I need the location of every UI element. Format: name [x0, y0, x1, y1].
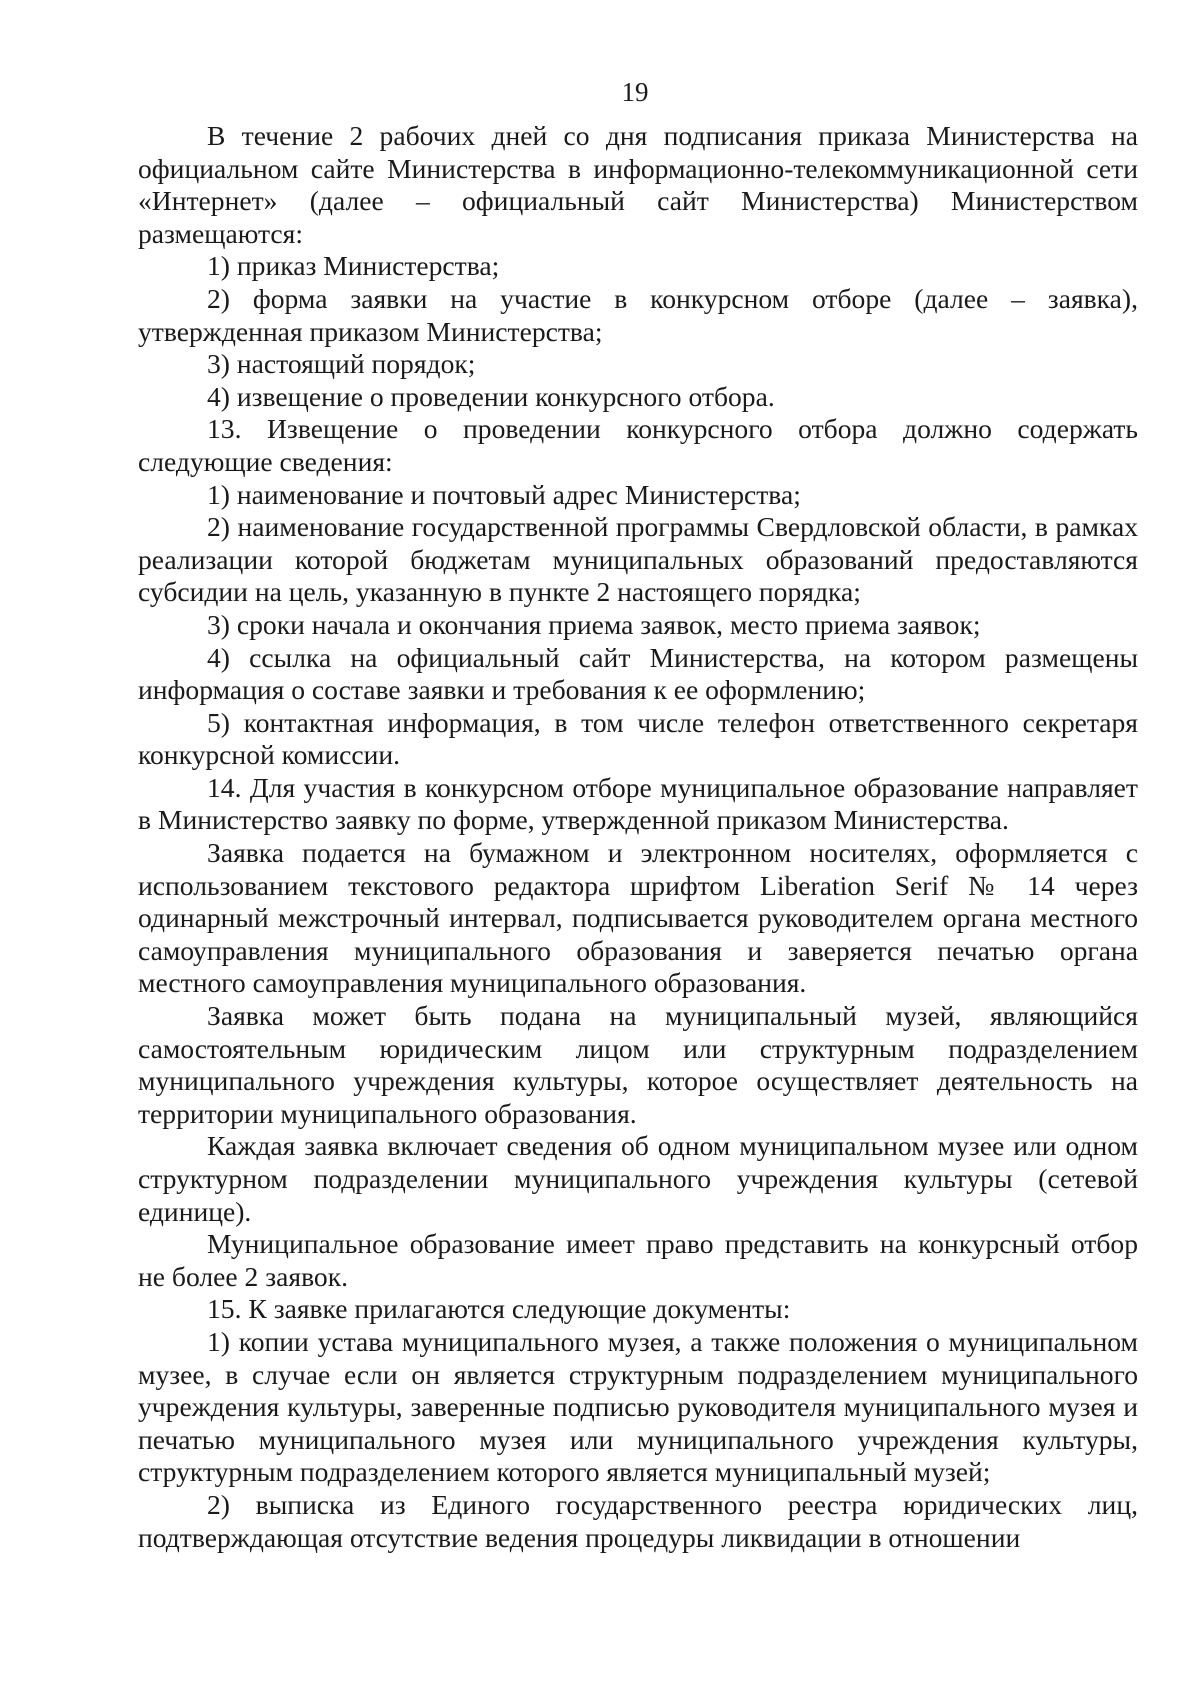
list-item: 2) выписка из Единого государственного реестра юридических лиц, подтверждающая отсутствие ведения процедуры ликвидации в отношении — [138, 1488, 1138, 1553]
document-body — [138, 120, 1138, 1554]
list-item: 1) наименование и почтовый адрес Министерства; — [207, 478, 801, 510]
paragraph: В течение 2 рабочих дней со дня подписания приказа Министерства на официальном сайте Министерства в информационно-телекоммуникационной сети «Интернет» (далее – официальный сайт Министерства) Министерством размещаются: — [138, 120, 1138, 249]
paragraph: Муниципальное образование имеет право представить на конкурсный отбор не более 2 заявок. — [138, 1228, 1138, 1292]
list-item: 2) наименование государственной программы Свердловской области, в рамках реализации которой бюджетам муниципальных образований предоставляются субсидии на цель, указанную в пункте 2 настоящего порядка; — [138, 511, 1138, 608]
list-item: 3) сроки начала и окончания приема заявок, место приема заявок; — [207, 608, 981, 640]
clause-13: 13. Извещение о проведении конкурсного отбора должно содержать следующие сведения: — [138, 413, 1138, 477]
paragraph: Каждая заявка включает сведения об одном муниципальном музее или одном структурном подразделении муниципального учреждения культуры (сетевой единице). — [138, 1130, 1138, 1227]
list-item: 4) ссылка на официальный сайт Министерства, на котором размещены информация о составе заявки и требования к ее оформлению; — [138, 641, 1138, 706]
clause-15: 15. К заявке прилагаются следующие документы: — [207, 1293, 791, 1325]
list-item: 4) извещение о проведении конкурсного отбора. — [207, 380, 775, 412]
list-item: 5) контактная информация, в том числе телефон ответственного секретаря конкурсной комиссии. — [138, 706, 1138, 771]
clause-14: 14. Для участия в конкурсном отборе муниципальное образование направляет в Министерство заявку по форме, утвержденной приказом Министерства. — [138, 771, 1138, 836]
list-item: 1) копии устава муниципального музея, а также положения о муниципальном музее, в случае если он является структурным подразделением муниципального учреждения культуры, заверенные подписью руководителя муниципального музея и печатью муниципального музея или муниципального учреждения культуры, структурным подразделением которого является муниципальный музей; — [138, 1325, 1138, 1488]
list-item: 3) настоящий порядок; — [207, 348, 476, 380]
list-item: 1) приказ Министерства; — [207, 250, 500, 282]
paragraph: Заявка может быть подана на муниципальный музей, являющийся самостоятельным юридическим лицом или структурным подразделением муниципального учреждения культуры, которое осуществляет деятельность на территории муниципального образования. — [138, 1000, 1138, 1129]
page-number: 19 — [621, 77, 649, 107]
list-item: 2) форма заявки на участие в конкурсном отборе (далее – заявка), утвержденная приказом Министерства; — [138, 282, 1138, 347]
paragraph: Заявка подается на бумажном и электронном носителях, оформляется с использованием текстового редактора шрифтом Liberation Serif № 14 через одинарный межстрочный интервал, подписывается руководителем органа местного самоуправления муниципального образования и заверяется печатью органа местного самоуправления муниципального образования. — [138, 837, 1138, 999]
